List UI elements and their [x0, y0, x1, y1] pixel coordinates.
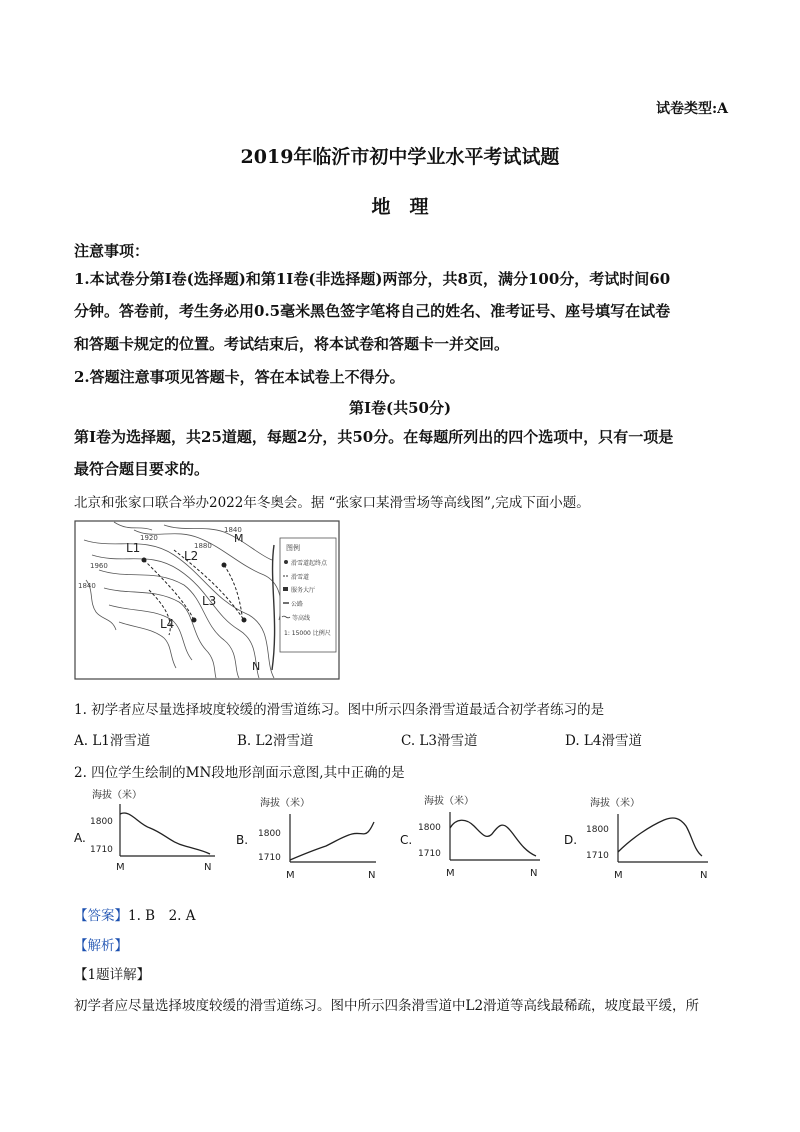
- analysis-detail: 初学者应尽量选择坡度较缓的滑雪道练习。图中所示四条滑雪道中L2滑道等高线最稀疏，坡度最平缓，所: [74, 998, 700, 1014]
- profile-ylabel: 海拔（米）: [260, 798, 310, 809]
- map-label-m: M: [234, 532, 244, 545]
- profile-letter: C.: [400, 833, 413, 847]
- profile-y-high: 1800: [258, 829, 281, 839]
- profile-y-high: 1800: [418, 823, 441, 833]
- contour-label: 1840: [78, 582, 96, 590]
- page-title: 2019年临沂市初中学业水平考试试题: [240, 146, 560, 168]
- profile-letter: D.: [564, 833, 578, 847]
- contour-map: [74, 520, 340, 680]
- q1-option-b[interactable]: B. L2滑雪道: [237, 733, 314, 749]
- contour-label: 1920: [140, 534, 158, 542]
- q2-stem: 2. 四位学生绘制的MN段地形剖面示意图,其中正确的是: [74, 765, 405, 781]
- notice-heading: 注意事项：: [74, 242, 150, 260]
- q1-option-c[interactable]: C. L3滑雪道: [401, 733, 478, 749]
- answer-text: 1. B 2. A: [128, 908, 196, 924]
- map-label-l3: L3: [202, 594, 217, 608]
- map-label-l1: L1: [126, 541, 141, 555]
- subject-title: 地 理: [371, 196, 429, 218]
- profile-x-m: M: [614, 870, 623, 881]
- map-label-l2: L2: [184, 549, 199, 563]
- legend-item: 服务大厅: [291, 587, 316, 594]
- profile-ylabel: 海拔（米）: [424, 796, 474, 807]
- profile-x-n: N: [530, 868, 538, 879]
- profile-x-n: N: [368, 870, 376, 881]
- notice-item1-line3: 和答题卡规定的位置。考试结束后，将本试卷和答题卡一并交回。: [74, 335, 510, 353]
- map-legend: [280, 538, 336, 652]
- profile-y-low: 1710: [418, 849, 441, 859]
- map-label-l4: L4: [160, 617, 175, 631]
- legend-item: 滑雪道: [291, 574, 310, 581]
- analysis-sub1: 【1题详解】: [74, 967, 151, 983]
- section1-desc-line1: 第Ⅰ卷为选择题，共25道题，每题2分，共50分。在每题所列出的四个选项中，只有一项是: [74, 428, 674, 446]
- contour-label: 1880: [194, 542, 212, 550]
- legend-item: 滑雪道起终点: [291, 560, 328, 567]
- notice-item1-line1: 1.本试卷分第Ⅰ卷(选择题)和第1I卷(非选择题)两部分，共8页，满分100分，考试时间60: [74, 270, 671, 288]
- question-intro: 北京和张家口联合举办2022年冬奥会。据 “张家口某滑雪场等高线图”,完成下面小题。: [74, 495, 590, 511]
- profile-ylabel: 海拔（米）: [92, 790, 142, 801]
- profile-y-low: 1710: [586, 851, 609, 861]
- contour-label: 1960: [90, 562, 108, 570]
- q1-option-a[interactable]: A. L1滑雪道: [74, 733, 151, 749]
- notice-item2: 2.答题注意事项见答题卡，答在本试卷上不得分。: [74, 368, 405, 386]
- profile-option-c[interactable]: [398, 788, 548, 888]
- q1-option-d[interactable]: D. L4滑雪道: [565, 733, 642, 749]
- notice-item1-line2: 分钟。答卷前，考生务必用0.5毫米黑色签字笔将自己的姓名、准考证号、座号填写在试卷: [74, 302, 671, 320]
- answer-label: 【答案】: [74, 908, 128, 924]
- profile-y-low: 1710: [90, 845, 113, 855]
- profile-ylabel: 海拔（米）: [590, 798, 640, 809]
- legend-item: 1: 15000 比例尺: [284, 630, 331, 637]
- profile-y-high: 1800: [90, 817, 113, 827]
- profile-letter: A.: [74, 831, 86, 845]
- map-label-n: N: [252, 660, 261, 673]
- section1-desc-line2: 最符合题目要求的。: [74, 460, 210, 478]
- contour-label: 1840: [224, 526, 242, 534]
- profile-letter: B.: [236, 833, 249, 847]
- profile-option-d[interactable]: [562, 790, 712, 890]
- profile-x-m: M: [116, 862, 125, 873]
- paper-type: 试卷类型:A: [655, 101, 728, 117]
- profile-x-m: M: [446, 868, 455, 879]
- q1-stem: 1. 初学者应尽量选择坡度较缓的滑雪道练习。图中所示四条滑雪道最适合初学者练习的是: [74, 702, 605, 718]
- profile-y-low: 1710: [258, 853, 281, 863]
- section1-title: 第Ⅰ卷(共50分): [348, 399, 452, 417]
- profile-option-b[interactable]: [234, 792, 384, 892]
- legend-item: 公路: [291, 601, 304, 608]
- profile-y-high: 1800: [586, 825, 609, 835]
- profile-x-n: N: [700, 870, 708, 881]
- profile-option-a[interactable]: [70, 784, 220, 884]
- legend-title: 图例: [286, 544, 300, 552]
- answer-line: [74, 904, 728, 924]
- legend-item: 等高线: [292, 615, 311, 622]
- profile-x-m: M: [286, 870, 295, 881]
- profile-x-n: N: [204, 862, 212, 873]
- analysis-label: 【解析】: [74, 938, 128, 954]
